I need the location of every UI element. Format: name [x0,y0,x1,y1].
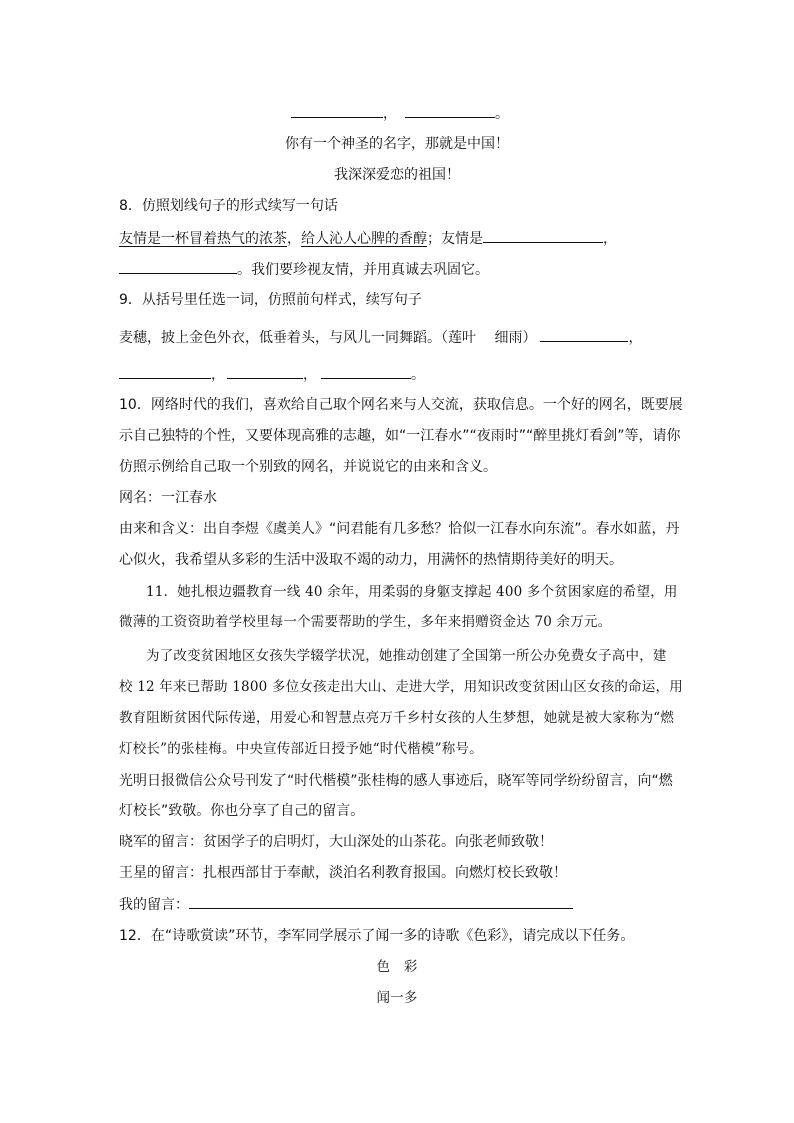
q8-prompt-line [119,228,617,249]
comma: ， [211,367,225,383]
q11-passage-p2-line4: 灯校长”的张桂梅。中央宣传部近日授予她“时代楷模”称号。 [119,741,483,757]
q11-body-line2: 灯校长”致敬。你也分享了自己的留言。 [119,803,365,819]
q11-passage-p1-line1: 11．她扎根边疆教育一线 40 余年，用柔弱的身躯支撑起 400 多个贫困家庭的希望，用 [146,584,678,600]
q9-sentence-line [119,327,642,348]
q11-my-message-line [119,894,573,915]
q10-origin-line1: 由来和含义：出自李煜《虞美人》“问君能有几多愁？恰似一江春水向东流”。春水如蓝，丹 [119,521,680,537]
q11-wangxing-message: 王星的留言：扎根西部甘于奉献，淡泊名利教育报国。向燃灯校长致敬！ [119,865,567,881]
comma: ， [603,231,617,247]
answer-blank[interactable] [483,228,603,243]
comma: ， [383,106,397,122]
q10-para-line2: 示自己独特的个性，又要体现高雅的志趣，如“一江春水”“夜雨时”“醉里挑灯看剑”等，请你 [119,428,681,444]
poem-line-2: 我深深爱恋的祖国！ [334,167,460,183]
comma: ， [628,330,643,346]
answer-blank[interactable] [291,103,383,118]
q8-second-line [119,259,489,280]
q11-my-message-label: 我的留言： [119,897,189,913]
q8-continuation: ；友情是 [427,231,483,247]
answer-blank[interactable] [405,103,495,118]
q12-title: 12．在“诗歌赏读”环节，李军同学展示了闻一多的诗歌《色彩》，请完成以下任务。 [119,928,635,944]
q8-title: 8．仿照划线句子的形式续写一句话 [119,198,338,214]
comma: ， [287,231,301,247]
poem-line-1: 你有一个神圣的名字，那就是中国！ [285,136,509,152]
q10-example-name: 网名：一江春水 [119,490,217,506]
q10-para-line3: 仿照示例给自己取一个别致的网名，并说说它的由来和含义。 [119,459,497,475]
q11-xiaojun-message: 晓军的留言：贫困学子的启明灯，大山深处的山茶花。向张老师致敬！ [119,834,553,850]
comma: ， [303,367,317,383]
answer-blank[interactable] [321,364,411,379]
poem-fill-line [291,103,509,124]
period: 。 [411,367,425,383]
q9-title: 9．从括号里任选一词，仿照前句样式，续写句子 [119,292,422,308]
q12-poem-title: 色 彩 [376,959,418,975]
q9-sentence: 麦穗，披上金色外衣，低垂着头，与风儿一同舞蹈。（莲叶 细雨） [119,330,537,346]
q10-origin-line2: 心似火，我希望从多彩的生活中汲取不竭的动力，用满怀的热情期待美好的明天。 [119,552,623,568]
q11-passage-p1-line2: 微薄的工资资助着学校里每一个需要帮助的学生，多年来捐赠资金达 70 余万元。 [119,614,612,630]
period: 。 [495,106,509,122]
q11-passage-p2-line2: 校 12 年来已帮助 1800 多位女孩走出大山、走进大学，用知识改变贫困山区女孩的命运，用 [119,679,683,695]
q11-body-line1: 光明日报微信公众号刊发了“时代楷模”张桂梅的感人事迹后，晓军等同学纷纷留言，向“燃 [119,773,673,789]
q10-para-line1: 10．网络时代的我们，喜欢给自己取个网名来与人交流，获取信息。一个好的网名，既要展 [119,397,683,413]
answer-blank[interactable] [227,364,303,379]
q11-passage-p2-line3: 教育阻断贫困代际传递，用爱心和智慧点亮万千乡村女孩的人生梦想，她就是被大家称为“燃 [119,710,675,726]
answer-blank[interactable] [189,894,573,909]
q8-underlined-b: 给人沁人心脾的香醇 [301,231,427,247]
q8-line2-text: 。我们要珍视友情，并用真诚去巩固它。 [237,262,489,278]
q9-fill-line [119,364,425,385]
answer-blank[interactable] [540,327,628,342]
answer-blank[interactable] [119,259,237,274]
q8-underlined-a: 友情是一杯冒着热气的浓茶 [119,231,287,247]
q12-poem-author: 闻一多 [376,990,418,1006]
q11-passage-p2-line1: 为了改变贫困地区女孩失学辍学状况，她推动创建了全国第一所公办免费女子高中，建 [146,648,667,664]
answer-blank[interactable] [119,364,211,379]
